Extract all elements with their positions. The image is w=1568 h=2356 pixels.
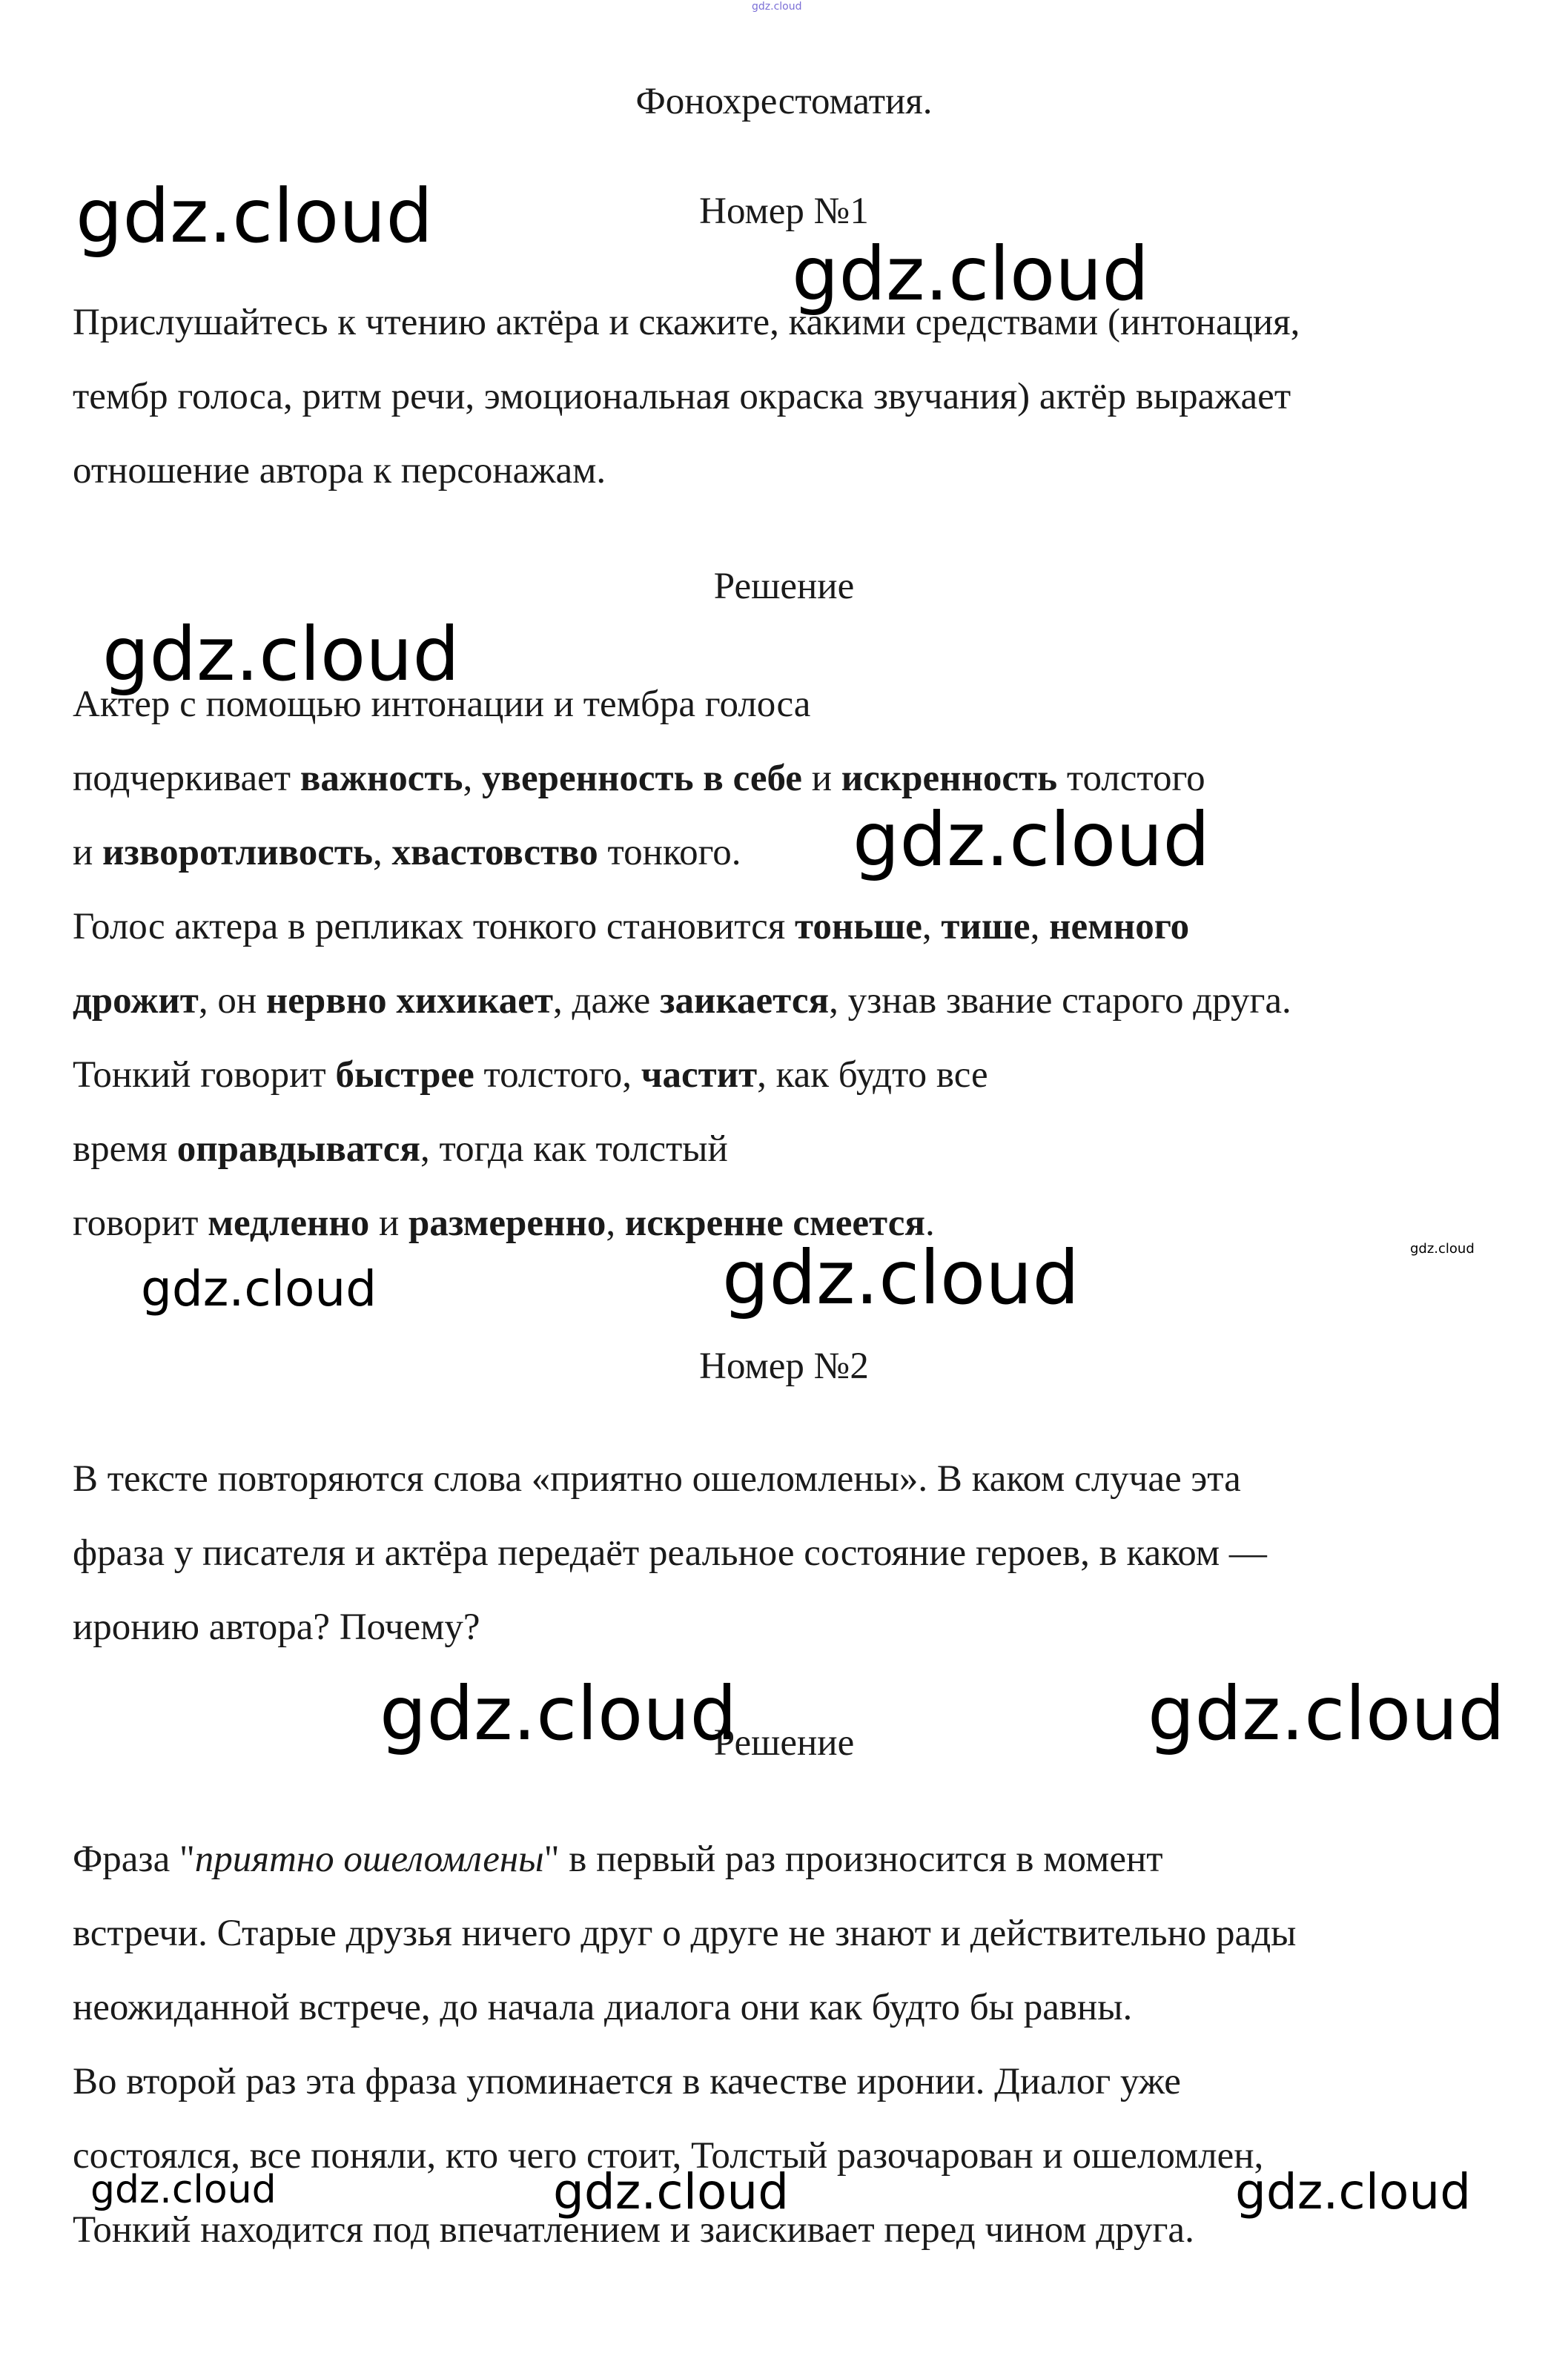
watermark: gdz.cloud [76, 173, 434, 259]
watermark: gdz.cloud [792, 231, 1150, 317]
question-line: Прислушайтесь к чтению актёра и скажите, какими средствами (интонация, [73, 302, 1300, 343]
answer-line: Тонкий находится под впечатлением и заискивает перед чином друга. [73, 2209, 1194, 2251]
watermark: gdz.cloud [1235, 2163, 1472, 2220]
task-1-answer [73, 667, 1515, 1260]
question-line: отношение автора к персонажам. [73, 450, 606, 492]
answer-line: Голос актера в репликах тонкого становится тоньше, тише, немного [73, 906, 1190, 947]
answer-line: подчеркивает важность, уверенность в себе и искренность толстого [73, 758, 1205, 799]
watermark: gdz.cloud [752, 1, 802, 13]
watermark: gdz.cloud [853, 796, 1211, 883]
answer-line: встречи. Старые друзья ничего друг о друге не знают и действительно рады [73, 1913, 1297, 1954]
answer-line: и изворотливость, хвастовство тонкого. [73, 832, 741, 873]
answer-line: Фраза "приятно ошеломлены" в первый раз произносится в момент [73, 1839, 1163, 1880]
question-line: В тексте повторяются слова «приятно ошеломлены». В каком случае эта [73, 1458, 1241, 1500]
answer-line: Актер с помощью интонации и тембра голоса [73, 684, 811, 725]
task-2-solution-heading: Решение [713, 1722, 855, 1764]
answer-line: время оправдыватся, тогда как толстый [73, 1128, 728, 1170]
watermark: gdz.cloud [141, 1260, 377, 1317]
question-line: фраза у писателя и актёра передаёт реальное состояние героев, в каком — [73, 1532, 1267, 1574]
page-title: Фонохрестоматия. [635, 81, 933, 122]
task-1-heading: Номер №1 [699, 191, 869, 232]
answer-line: Тонкий говорит быстрее толстого, частит, как будто все [73, 1054, 988, 1096]
answer-line: состоялся, все поняли, кто чего стоит, Толстый разочарован и ошеломлен, [73, 2135, 1264, 2177]
watermark: gdz.cloud [553, 2163, 790, 2220]
question-line: тембр голоса, ритм речи, эмоциональная окраска звучания) актёр выражает [73, 376, 1291, 417]
answer-line: дрожит, он нервно хихикает, даже заикается, узнав звание старого друга. [73, 980, 1291, 1022]
question-line: иронию автора? Почему? [73, 1606, 480, 1648]
watermark: gdz.cloud [722, 1234, 1080, 1321]
watermark: gdz.cloud [1410, 1241, 1475, 1257]
answer-line: говорит медленно и размеренно, искренне смеется. [73, 1202, 935, 1244]
task-2-heading: Номер №2 [699, 1346, 869, 1387]
watermark: gdz.cloud [380, 1670, 738, 1757]
watermark: gdz.cloud [102, 611, 460, 698]
task-1-question [73, 285, 1515, 508]
answer-line: неожиданной встрече, до начала диалога они как будто бы равны. [73, 1987, 1133, 2028]
answer-line: Во второй раз эта фраза упоминается в качестве иронии. Диалог уже [73, 2061, 1181, 2102]
watermark: gdz.cloud [1148, 1670, 1506, 1757]
task-2-question [73, 1442, 1515, 1664]
watermark: gdz.cloud [90, 2168, 277, 2212]
task-1-solution-heading: Решение [713, 566, 855, 607]
